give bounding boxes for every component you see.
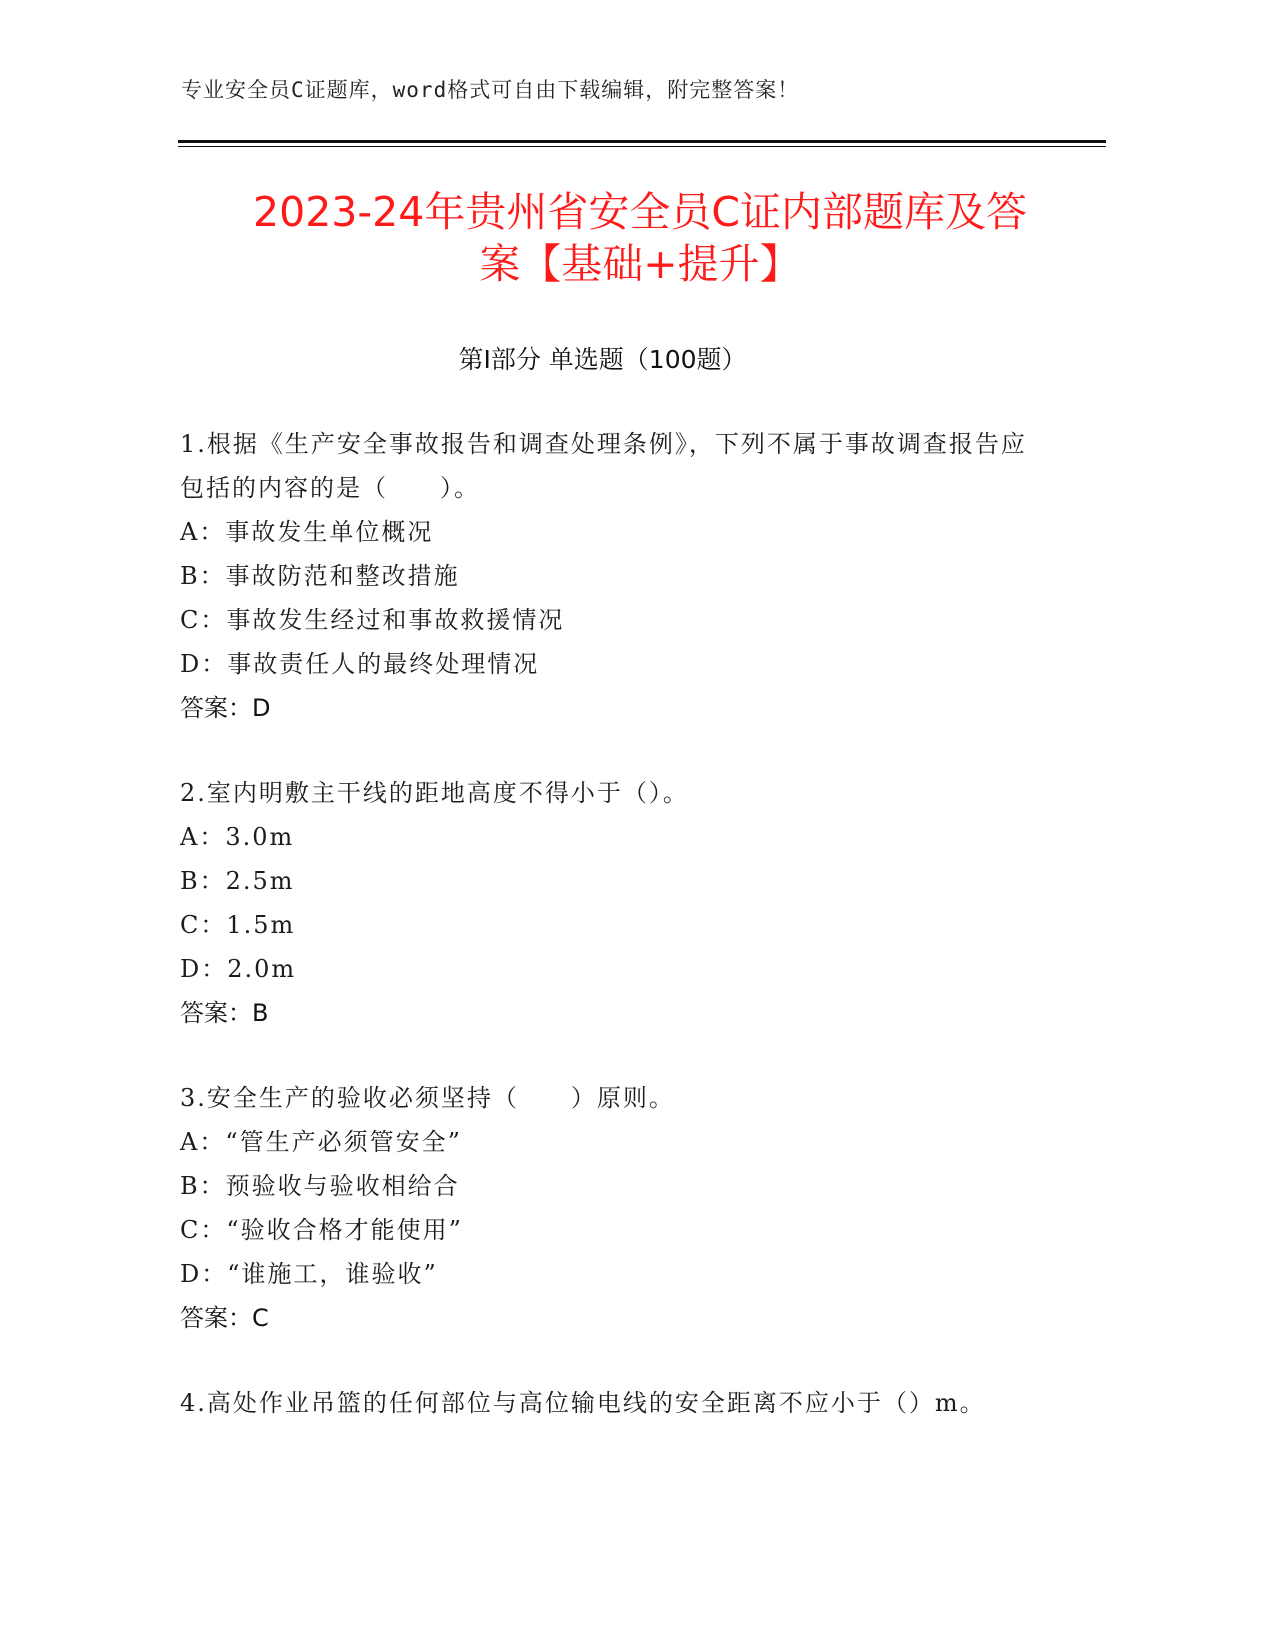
question-4	[180, 1381, 1030, 1425]
option-d: D：“谁施工，谁验收”	[180, 1260, 438, 1288]
option-a: A：事故发生单位概况	[180, 518, 434, 546]
option-b: B：2.5m	[180, 867, 295, 895]
document-title-line-2: 案【基础+提升】	[479, 240, 801, 288]
question-3	[180, 1076, 1030, 1340]
option-b: B：事故防范和整改措施	[180, 562, 460, 590]
answer-line: 答案：D	[180, 694, 271, 722]
question-stem: 3.安全生产的验收必须坚持（ ）原则。	[180, 1084, 675, 1112]
header-rule-thick	[178, 140, 1106, 143]
option-c: C：“验收合格才能使用”	[180, 1216, 463, 1244]
option-d: D：事故责任人的最终处理情况	[180, 650, 540, 678]
question-stem: 1.根据《生产安全事故报告和调查处理条例》，下列不属于事故调查报告应包括的内容的是（ ）。	[180, 430, 1027, 502]
header-note: 专业安全员C证题库，word格式可自由下载编辑，附完整答案！	[181, 78, 800, 102]
question-2	[180, 771, 1030, 1035]
option-c: C：1.5m	[180, 911, 296, 939]
question-stem: 4.高处作业吊篮的任何部位与高位输电线的安全距离不应小于（）m。	[180, 1389, 986, 1417]
question-stem: 2.室内明敷主干线的距地高度不得小于（）。	[180, 779, 689, 807]
option-b: B：预验收与验收相给合	[180, 1172, 460, 1200]
answer-line: 答案：C	[180, 1304, 269, 1332]
header-rule-thin	[178, 146, 1106, 147]
section-heading: 第Ⅰ部分 单选题（100题）	[458, 345, 747, 374]
document-title-line-1: 2023-24年贵州省安全员C证内部题库及答	[253, 188, 1027, 236]
option-d: D：2.0m	[180, 955, 297, 983]
option-a: A：3.0m	[180, 823, 295, 851]
question-1	[180, 422, 1030, 730]
document-title	[190, 186, 1090, 290]
option-a: A：“管生产必须管安全”	[180, 1128, 462, 1156]
option-c: C：事故发生经过和事故救援情况	[180, 606, 565, 634]
answer-line: 答案：B	[180, 999, 269, 1027]
